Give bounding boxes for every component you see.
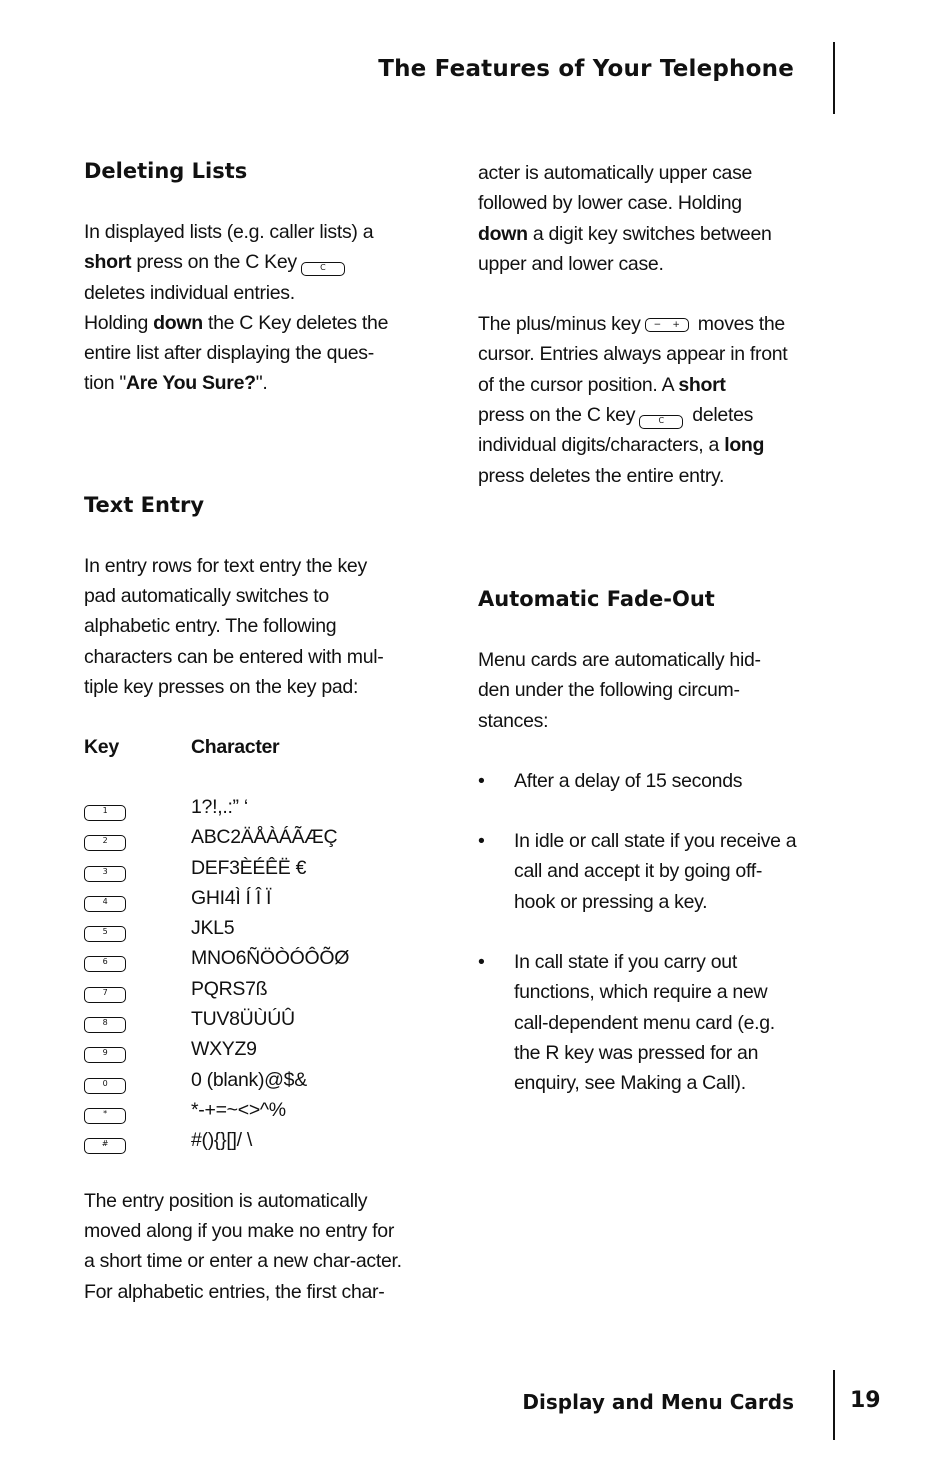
character-cell: *-+=~<>^% [191, 1098, 286, 1121]
left-column [84, 155, 414, 1307]
list-item [478, 766, 798, 796]
minus-glyph: − [653, 320, 661, 331]
bold-text: down [153, 311, 203, 334]
plus-minus-paragraph [478, 309, 803, 491]
keypad-key-icon: 0 [84, 1078, 126, 1094]
keypad-key-icon: 8 [84, 1017, 126, 1033]
keypad-key-icon: 9 [84, 1047, 126, 1063]
table-row [84, 1035, 349, 1065]
bullet-icon: • [478, 830, 485, 853]
text-entry-intro: In entry rows for text entry the key pad automatically switches to alphabetic entry. The following characters can be entered with mul-tiple key presses on the key pad: [84, 554, 384, 698]
page-number: 19 [850, 1388, 881, 1413]
text-span: deletes individual entries. [84, 281, 295, 304]
key-cell [84, 944, 191, 974]
bold-text: down [478, 222, 528, 245]
key-character-table [84, 732, 349, 1156]
table-row [84, 1095, 349, 1125]
character-cell: PQRS7ß [191, 977, 268, 1000]
text-span: acter is automatically upper case followed by lower case. Holding [478, 162, 753, 215]
fade-out-bullet-list [478, 766, 798, 1099]
key-cell [84, 1126, 191, 1156]
table-row [84, 853, 349, 883]
text-span: The plus/minus key [478, 313, 641, 336]
text-span: press on the C key [478, 404, 636, 427]
text-span: press on the C Key [131, 251, 297, 274]
character-cell: 1?!,.:” ‘ [191, 795, 248, 818]
bullet-icon: • [478, 951, 485, 974]
text-span: In displayed lists (e.g. caller lists) a [84, 221, 374, 243]
table-row [84, 1004, 349, 1034]
text-entry-heading: Text Entry [84, 492, 205, 517]
plus-minus-key-icon [645, 318, 689, 332]
table-row [84, 792, 349, 822]
keypad-key-icon: 1 [84, 805, 126, 821]
table-row [84, 944, 349, 974]
bullet-icon: • [478, 769, 485, 792]
table-header-key: Key [84, 735, 119, 758]
bold-text: short [84, 251, 132, 274]
key-cell [84, 913, 191, 943]
text-span: deletes individual digits/characters, a [478, 404, 754, 457]
table-row [84, 974, 349, 1004]
bold-text: Are You Sure? [125, 372, 256, 395]
list-item [478, 947, 798, 1098]
key-cell [84, 1035, 191, 1065]
bold-text: long [724, 434, 765, 457]
page-header-title: The Features of Your Telephone [378, 56, 794, 82]
text-span: a digit key switches between upper and lower case. [478, 222, 772, 275]
case-switch-paragraph [478, 158, 793, 279]
keypad-key-icon: 6 [84, 956, 126, 972]
keypad-key-icon: # [84, 1138, 126, 1154]
right-column [478, 158, 808, 1099]
character-cell: #(){}[]/ \ [191, 1129, 252, 1152]
table-header-character: Character [191, 735, 280, 758]
deleting-lists-paragraph [84, 217, 404, 399]
keypad-key-icon: 7 [84, 987, 126, 1003]
bold-text: short [678, 373, 726, 396]
key-cell [84, 823, 191, 853]
key-cell [84, 1095, 191, 1125]
character-cell: WXYZ9 [191, 1038, 257, 1061]
alphabetic-entry-paragraph: For alphabetic entries, the first char- [84, 1280, 385, 1303]
list-item [478, 826, 798, 917]
keypad-key-icon: * [84, 1108, 126, 1124]
character-cell: 0 (blank)@$& [191, 1068, 307, 1091]
key-cell [84, 974, 191, 1004]
character-cell: GHI4Ì Í Î Ï [191, 886, 272, 909]
table-row [84, 913, 349, 943]
key-cell [84, 853, 191, 883]
text-span: moves the cursor. Entries always appear in front of the cursor position. A [478, 313, 788, 396]
plus-glyph: + [672, 320, 680, 331]
table-row [84, 1065, 349, 1095]
table-row [84, 1126, 349, 1156]
keypad-key-icon: 4 [84, 896, 126, 912]
table-row [84, 823, 349, 853]
bullet-text: After a delay of 15 seconds [514, 769, 743, 792]
character-cell: DEF3ÈÉÊË € [191, 856, 307, 879]
key-cell [84, 883, 191, 913]
page-footer-section: Display and Menu Cards [522, 1390, 794, 1414]
character-cell: ABC2ÄÅÀÁÃÆÇ [191, 826, 338, 849]
keypad-key-icon: 5 [84, 926, 126, 942]
key-cell [84, 1065, 191, 1095]
bullet-text: In call state if you carry out functions, which require a new call-dependent menu card (e.g. the R key was pressed for an enquiry, see Making a Call). [514, 951, 775, 1095]
character-cell: MNO6ÑÖÒÓÔÕØ [191, 947, 350, 970]
key-cell [84, 1004, 191, 1034]
key-cell [84, 792, 191, 822]
table-row [84, 883, 349, 913]
text-span: ". [255, 372, 268, 395]
deleting-lists-heading: Deleting Lists [84, 159, 248, 183]
text-span: press deletes the entire entry. [478, 464, 725, 487]
c-key-icon: C [301, 262, 345, 276]
entry-position-paragraph: The entry position is automatically moved along if you make no entry for a short time or enter a new char-acter. [84, 1189, 402, 1273]
keypad-key-icon: 3 [84, 866, 126, 882]
keypad-key-icon: 2 [84, 835, 126, 851]
footer-divider [833, 1370, 835, 1440]
character-cell: JKL5 [191, 917, 235, 940]
fade-out-intro: Menu cards are automatically hid-den under the following circum-stances: [478, 648, 761, 732]
c-key-icon: C [639, 415, 683, 429]
bullet-text: In idle or call state if you receive a call and accept it by going off-hook or pressing a key. [514, 830, 797, 913]
character-cell: TUV8ÜÙÚÛ [191, 1007, 295, 1030]
automatic-fade-out-heading: Automatic Fade-Out [478, 586, 715, 611]
text-span: the C Key deletes the entire list after displaying the ques-tion " [84, 311, 389, 395]
text-span: Holding [84, 311, 154, 334]
header-divider [833, 42, 835, 114]
